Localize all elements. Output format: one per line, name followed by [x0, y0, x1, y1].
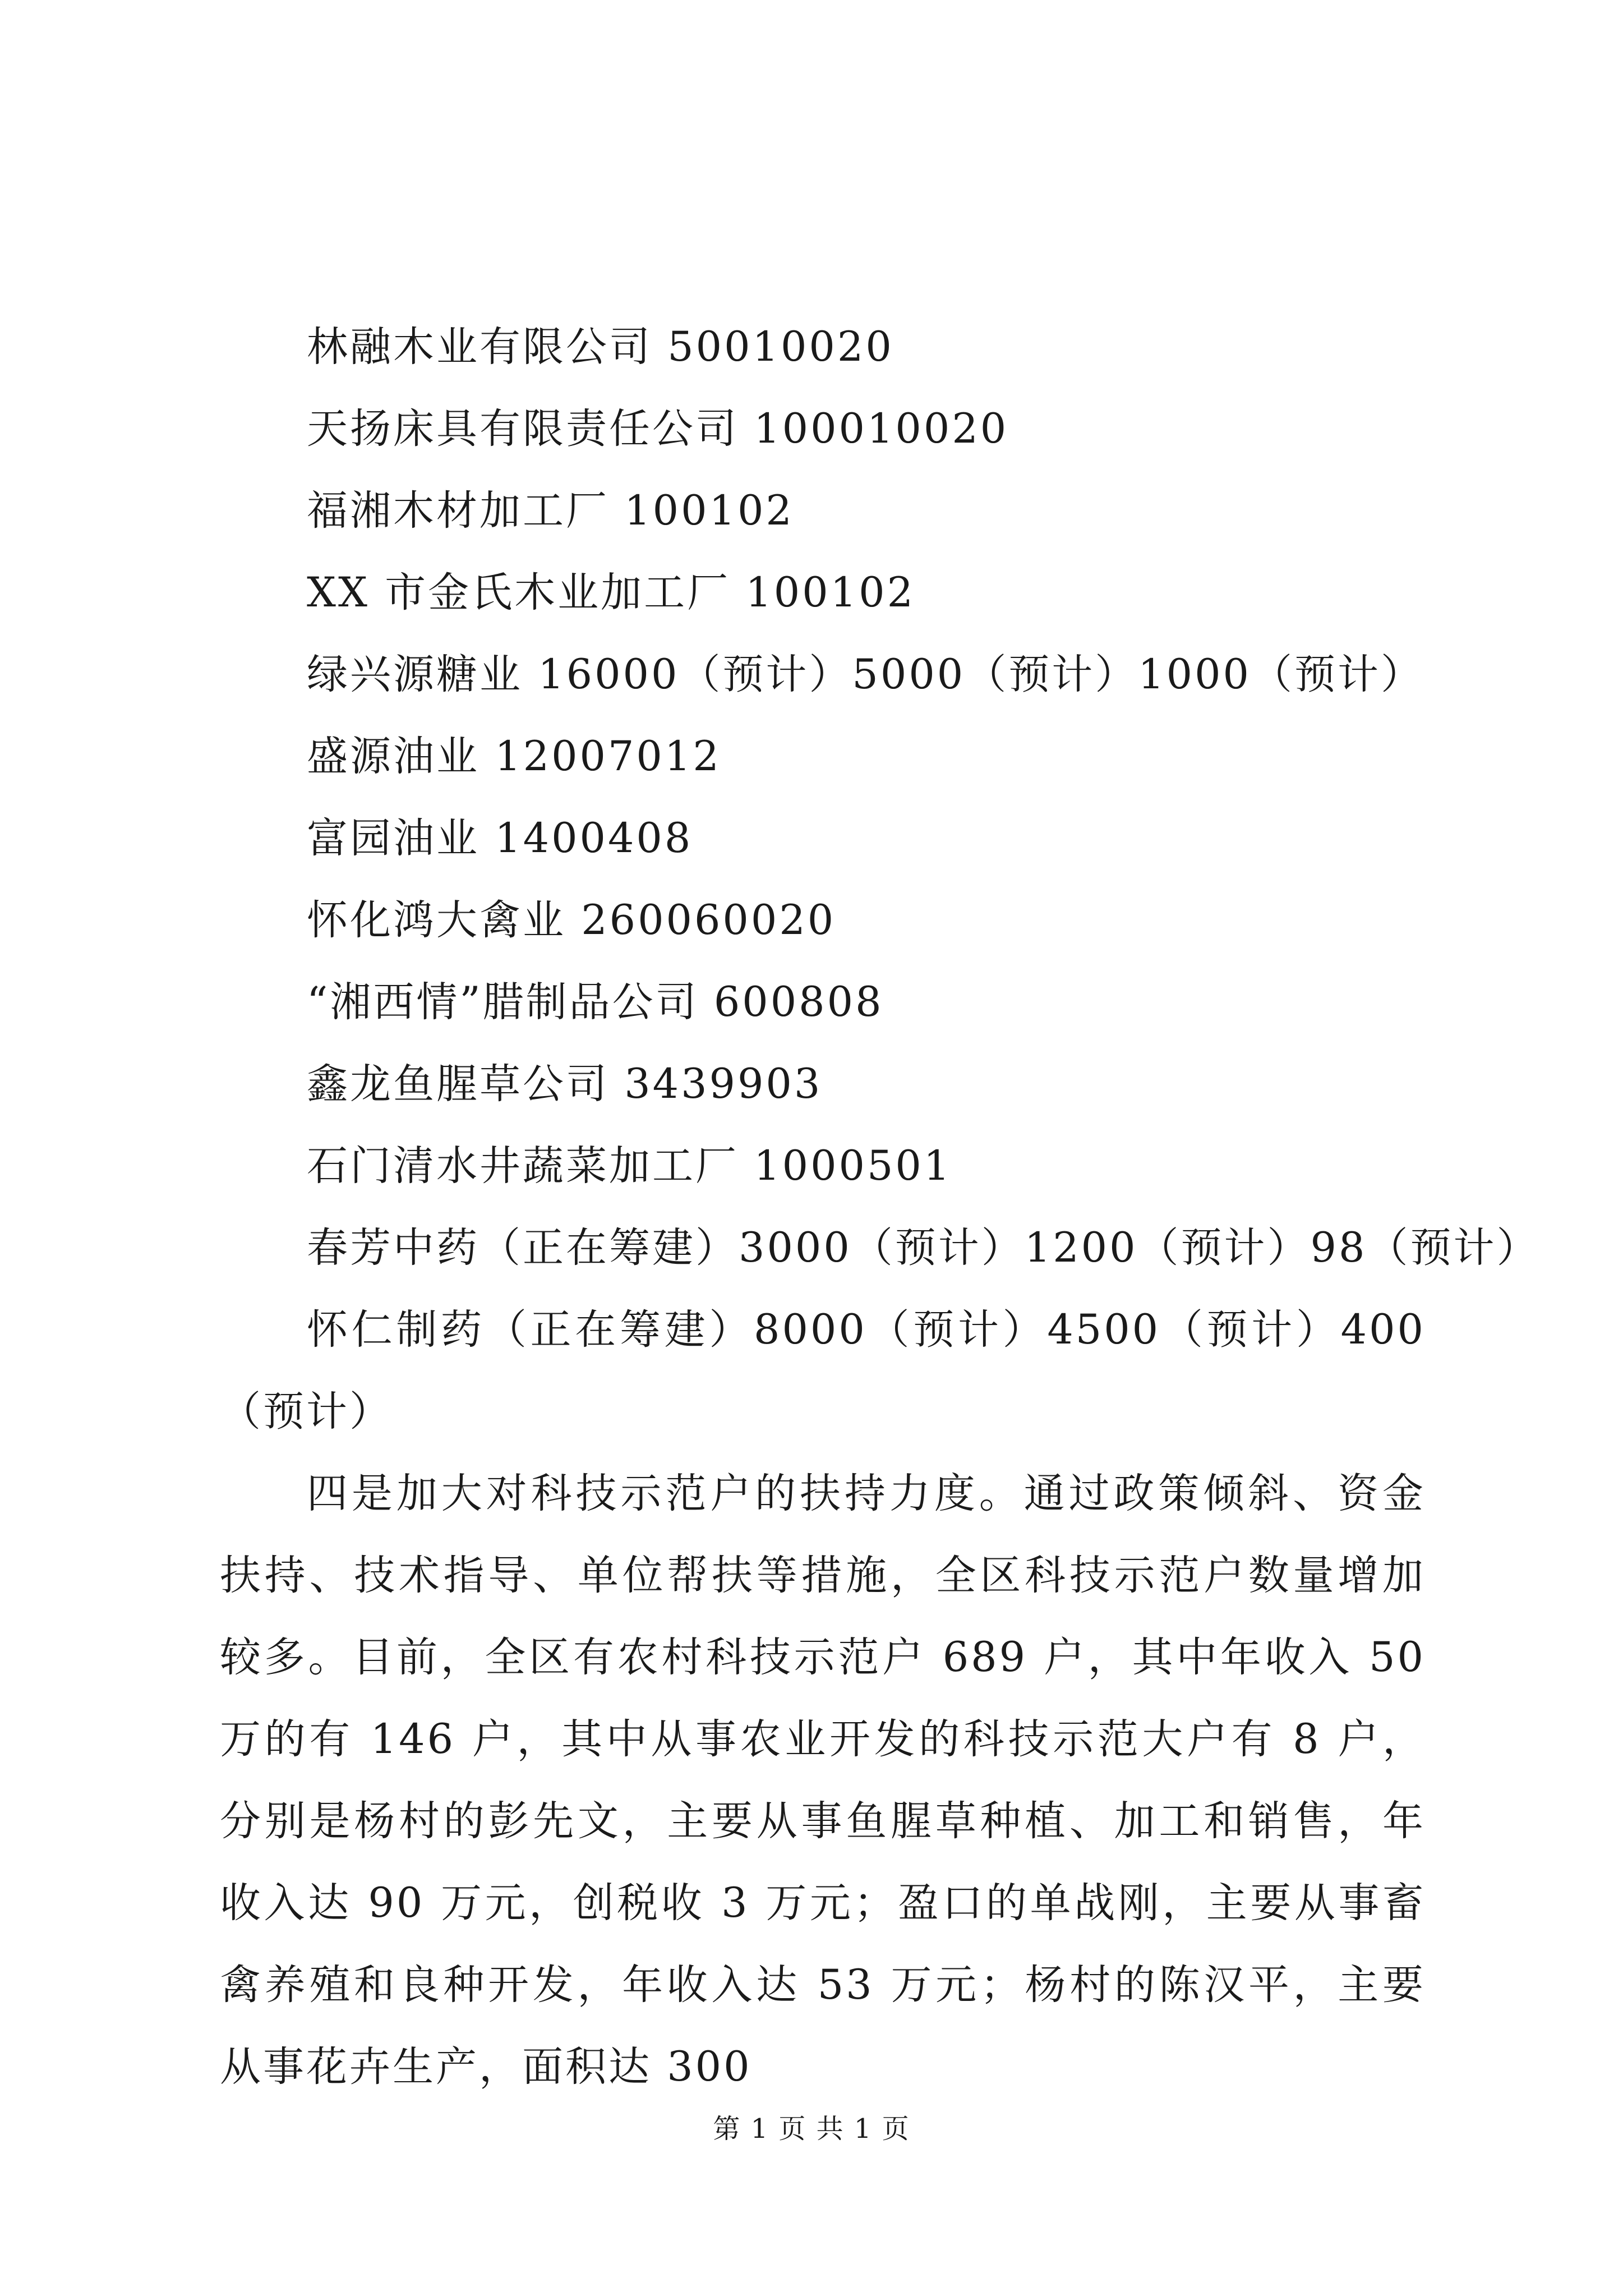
list-item: 盛源油业 12007012: [307, 733, 721, 780]
list-item: XX 市金氏木业加工厂 100102: [307, 569, 916, 616]
list-item: 林融木业有限公司 50010020: [307, 323, 894, 371]
body-paragraph: 四是加大对科技示范户的扶持力度。通过政策倾斜、资金扶持、技术指导、单位帮扶等措施，全区科技示范户数量增加较多。目前，全区有农村科技示范户 689 户，其中年收入 50 万的有 146 户，其中从事农业开发的科技示范大户有 8 户，分别是杨村的彭先文，主要从事鱼腥草种植、加工和销售，年收入达 90 万元，创税收 3 万元；盈口的单战刚，主要从事畜禽养殖和良种开发，年收入达 53 万元；杨村的陈汉平，主要从事花卉生产，面积达 300: [220, 1470, 1426, 2091]
list-item: 天扬床具有限责任公司 100010020: [307, 405, 1009, 453]
list-item: 春芳中药（正在筹建）3000（预计）1200（预计）98（预计）: [307, 1224, 1540, 1272]
list-item: 鑫龙鱼腥草公司 3439903: [307, 1060, 823, 1108]
list-item: 石门清水井蔬菜加工厂 1000501: [307, 1142, 952, 1190]
list-item: 福湘木材加工厂 100102: [307, 487, 794, 535]
page-footer: 第 1 页 共 1 页: [713, 2113, 910, 2145]
list-item: “湘西情”腊制品公司 600808: [307, 978, 884, 1026]
list-item: 富园油业 1400408: [307, 815, 693, 862]
list-item: 怀化鸿大禽业 260060020: [307, 896, 836, 944]
document-body: [220, 306, 1540, 2108]
list-item: 绿兴源糖业 16000（预计）5000（预计）1000（预计）: [307, 651, 1424, 698]
list-item-wrapped: 怀仁制药（正在筹建）8000（预计）4500（预计）400（预计）: [220, 1306, 1426, 1435]
